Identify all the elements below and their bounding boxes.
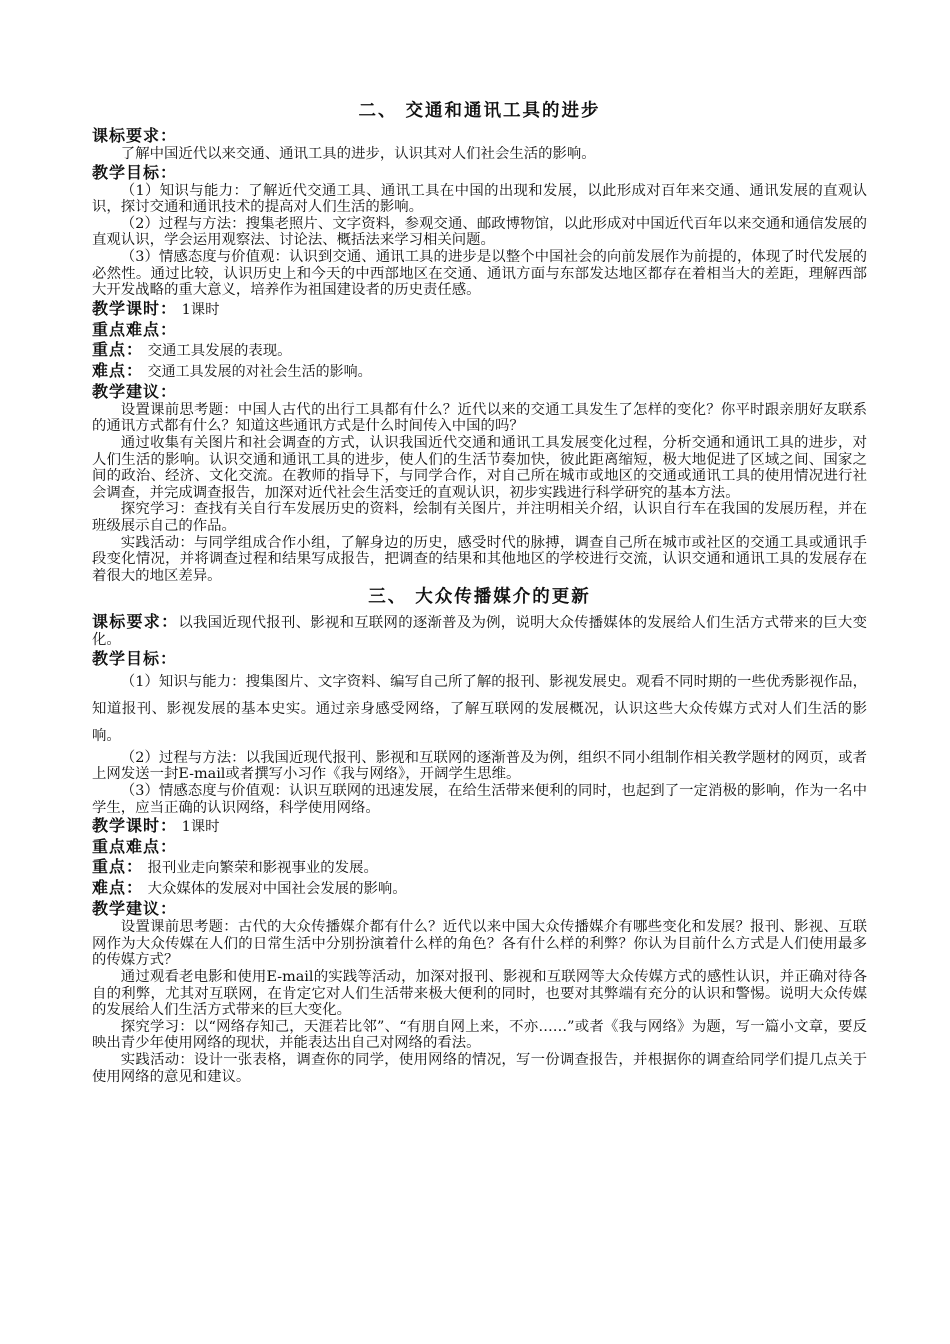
hours-label: 教学课时： — [92, 298, 178, 318]
hours-value: 1课时 — [181, 301, 220, 318]
keypoints-label: 重点难点： — [92, 837, 178, 857]
curriculum-text: 以我国近现代报刊、影视和互联网的逐渐普及为例，说明大众传播媒体的发展给人们生活方式带来的巨大变化。 — [92, 615, 867, 649]
curriculum-row — [92, 612, 867, 649]
keypoints-label: 重点难点： — [92, 319, 178, 339]
difficulty-row — [92, 878, 867, 899]
goal-paragraph: （1）知识与能力：了解近代交通工具、通讯工具在中国的出现和发展，以此形成对百年来交通、通讯发展的直观认识，探讨交通和通讯技术的提高对人们生活的影响。 — [92, 182, 867, 216]
section-title-transport: 二、 交通和通讯工具的进步 — [358, 101, 601, 121]
advice-paragraph: 探究学习：以“网络存知己，天涯若比邻”、“有朋自网上来，不亦……”或者《我与网络》为题，写一篇小文章，要反映出青少年使用网络的现状，并能表达出自己对网络的看法。 — [92, 1018, 867, 1052]
key-value: 交通工具发展的表现。 — [147, 342, 292, 359]
difficulty-value: 交通工具发展的对社会生活的影响。 — [147, 363, 372, 380]
advice-paragraph: 实践活动：设计一张表格，调查你的同学，使用网络的情况，写一份调查报告，并根据你的调查给同学们提几点关于使用网络的意见和建议。 — [92, 1052, 867, 1085]
advice-label: 教学建议： — [92, 899, 178, 919]
document-page — [92, 100, 867, 1085]
key-label: 重点： — [92, 339, 144, 359]
advice-paragraph: 通过观看老电影和使用E-mail的实践等活动，加深对报刊、影视和互联网等大众传媒方式的感性认识，并正确对待各自的利弊，尤其对互联网，在肯定它对人们生活带来极大便利的同时，也要对其弊端有充分的认识和警惕。说明大众传媒的发展给人们生活方式带来的巨大变化。 — [92, 969, 867, 1019]
key-label: 重点： — [92, 857, 144, 877]
goals-label: 教学目标： — [92, 648, 178, 668]
hours-value: 1课时 — [181, 819, 220, 836]
goal-paragraph: （1）知识与能力：搜集图片、文字资料、编写自己所了解的报刊、影视发展史。观看不同时期的一些优秀影视作品，知道报刊、影视发展的基本史实。通过亲身感受网络，了解互联网的发展概况，认识这些大众传媒方式对人们生活的影响。 — [92, 673, 867, 744]
hours-row — [92, 299, 867, 320]
advice-paragraph: 设置课前思考题：古代的大众传播媒介都有什么？近代以来中国大众传播媒介有哪些变化和发展？报刊、影视、互联网作为大众传媒在人们的日常生活中分别扮演着什么样的角色？各有什么样的利弊？你认为目前什么方式是人们使用最多的传媒方式？ — [92, 919, 867, 969]
difficulty-row — [92, 361, 867, 382]
goal-paragraph: （3）情感态度与价值观：认识互联网的迅速发展，在给生活带来便利的同时，也起到了一定消极的影响，作为一名中学生，应当正确的认识网络，科学使用网络。 — [92, 783, 867, 816]
key-row — [92, 857, 867, 878]
curriculum-text: 了解中国近代以来交通、通讯工具的进步，认识其对人们社会生活的影响。 — [120, 146, 596, 162]
advice-paragraph: 探究学习：查找有关自行车发展历史的资料，绘制有关图片，并注明相关介绍，认识自行车在我国的发展历程，并在班级展示自己的作品。 — [92, 501, 867, 534]
hours-label: 教学课时： — [92, 816, 178, 836]
key-value: 报刊业走向繁荣和影视事业的发展。 — [147, 860, 378, 877]
difficulty-value: 大众媒体的发展对中国社会发展的影响。 — [147, 881, 407, 898]
hours-row — [92, 816, 867, 837]
curriculum-label: 课标要求： — [92, 126, 178, 145]
difficulty-label: 难点： — [92, 878, 144, 898]
curriculum-label: 课标要求： — [92, 612, 179, 632]
advice-paragraph: 设置课前思考题：中国人古代的出行工具都有什么？近代以来的交通工具发生了怎样的变化？你平时跟亲朋好友联系的通讯方式都有什么？知道这些通讯方式是什么时间传入中国的吗？ — [92, 401, 867, 435]
difficulty-label: 难点： — [92, 360, 144, 380]
goals-label: 教学目标： — [92, 162, 178, 182]
key-row — [92, 340, 867, 361]
goal-paragraph: （2）过程与方法：以我国近现代报刊、影视和互联网的逐渐普及为例，组织不同小组制作相关教学题材的网页，或者上网发送一封E-mail或者撰写小习作《我与网络》，开阔学生思维。 — [92, 749, 867, 783]
advice-label: 教学建议： — [92, 381, 178, 401]
advice-paragraph: 通过收集有关图片和社会调查的方式，认识我国近代交通和通讯工具发展变化过程，分析交通和通讯工具的进步，对人们生活的影响。认识交通和通讯工具的进步，使人们的生活节奏加快，彼此距离缩短，极大地促进了区域之间、国家之间的政治、经济、文化交流。在教师的指导下，与同学合作，对自己所在城市或地区的交通或通讯工具的使用情况进行社会调查，并完成调查报告，加深对近代社会生活变迁的直观认识，初步实践进行科学研究的基本方法。 — [92, 434, 867, 501]
advice-paragraph: 实践活动：与同学组成合作小组，了解身边的历史，感受时代的脉搏，调查自己所在城市或社区的交通工具或通讯手段变化情况，并将调查过程和结果写成报告，把调查的结果和其他地区的学校进行交流，认识交通和通讯工具的发展存在着很大的地区差异。 — [92, 534, 867, 584]
goal-paragraph: （2）过程与方法：搜集老照片、文字资料，参观交通、邮政博物馆，以此形成对中国近代百年以来交通和通信发展的直观认识，学会运用观察法、讨论法、概括法来学习相关问题。 — [92, 215, 867, 249]
section-title-media: 三、 大众传播媒介的更新 — [368, 587, 591, 608]
goal-paragraph: （3）情感态度与价值观：认识到交通、通讯工具的进步是以整个中国社会的向前发展作为前提的，体现了时代发展的必然性。通过比较，认识历史上和今天的中西部地区在交通、通讯方面与东部发达地区都存在着相当大的差距，理解西部大开发战略的重大意义，培养作为祖国建设者的历史责任感。 — [92, 248, 867, 299]
